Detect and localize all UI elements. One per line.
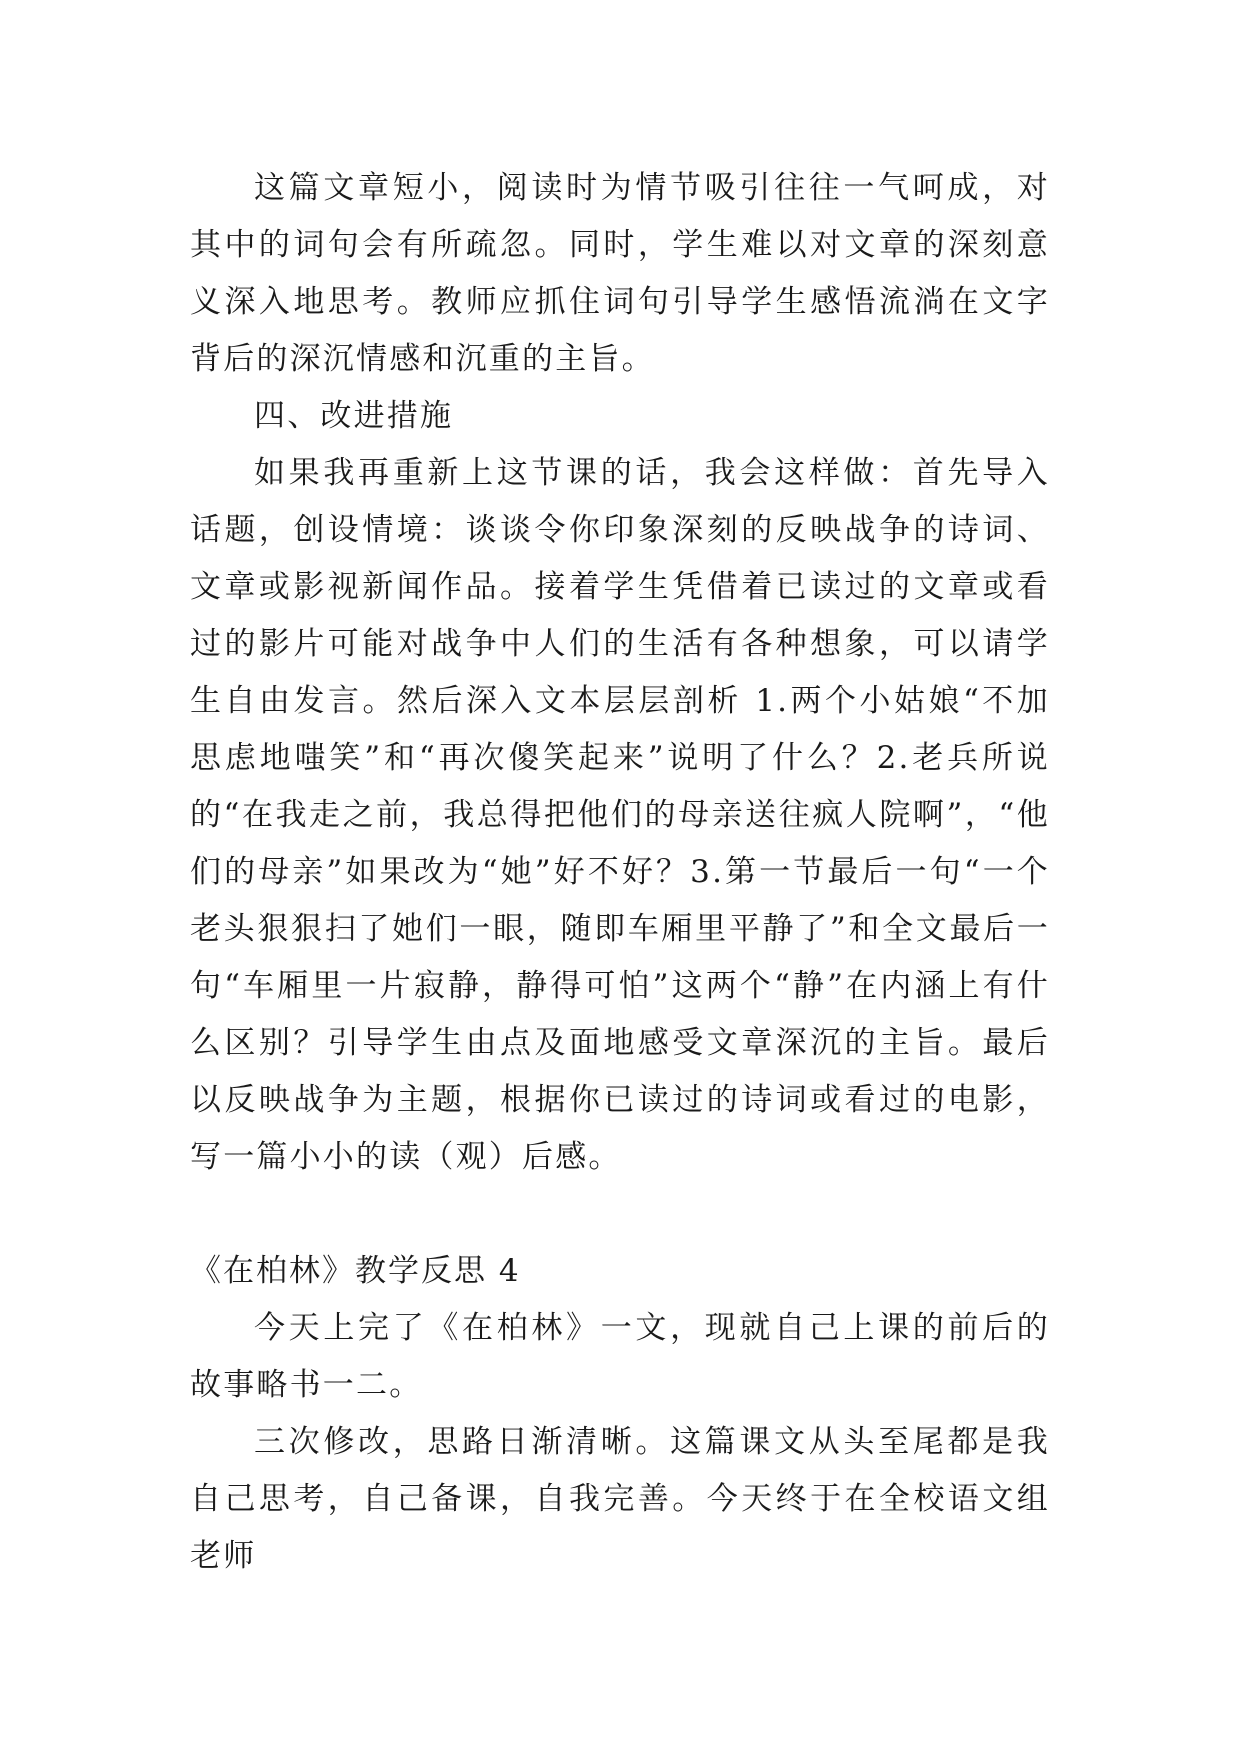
subheading-improvement: 四、改进措施	[254, 398, 454, 434]
document-page	[190, 160, 1050, 1585]
section-spacer	[190, 1186, 1050, 1243]
paragraph-reflection-intro: 这篇文章短小，阅读时为情节吸引往往一气呵成，对其中的词句会有所疏忽。同时，学生难以对文章的深刻意义深入地思考。教师应抓住词句引导学生感悟流淌在文字背后的深沉情感和沉重的主旨。	[190, 170, 1050, 377]
paragraph-improvement-plan: 如果我再重新上这节课的话，我会这样做：首先导入话题，创设情境：谈谈令你印象深刻的反映战争的诗词、文章或影视新闻作品。接着学生凭借着已读过的文章或看过的影片可能对战争中人们的生活有各种想象，可以请学生自由发言。然后深入文本层层剖析 1.两个小姑娘“不加思虑地嗤笑”和“再次傻笑起来”说明了什么？2.老兵所说的“在我走之前，我总得把他们的母亲送往疯人院啊”，“他们的母亲”如果改为“她”好不好？3.第一节最后一句“一个老头狠狠扫了她们一眼，随即车厢里平静了”和全文最后一句“车厢里一片寂静，静得可怕”这两个“静”在内涵上有什么区别？引导学生由点及面地感受文章深沉的主旨。最后以反映战争为主题，根据你已读过的诗词或看过的电影，写一篇小小的读（观）后感。	[190, 455, 1050, 1175]
section-title: 《在柏林》教学反思 4	[190, 1253, 521, 1289]
paragraph-section4-intro: 今天上完了《在柏林》一文，现就自己上课的前后的故事略书一二。	[190, 1310, 1050, 1403]
paragraph-section4-body: 三次修改，思路日渐清晰。这篇课文从头至尾都是我自己思考，自己备课，自我完善。今天终于在全校语文组老师	[190, 1424, 1050, 1574]
